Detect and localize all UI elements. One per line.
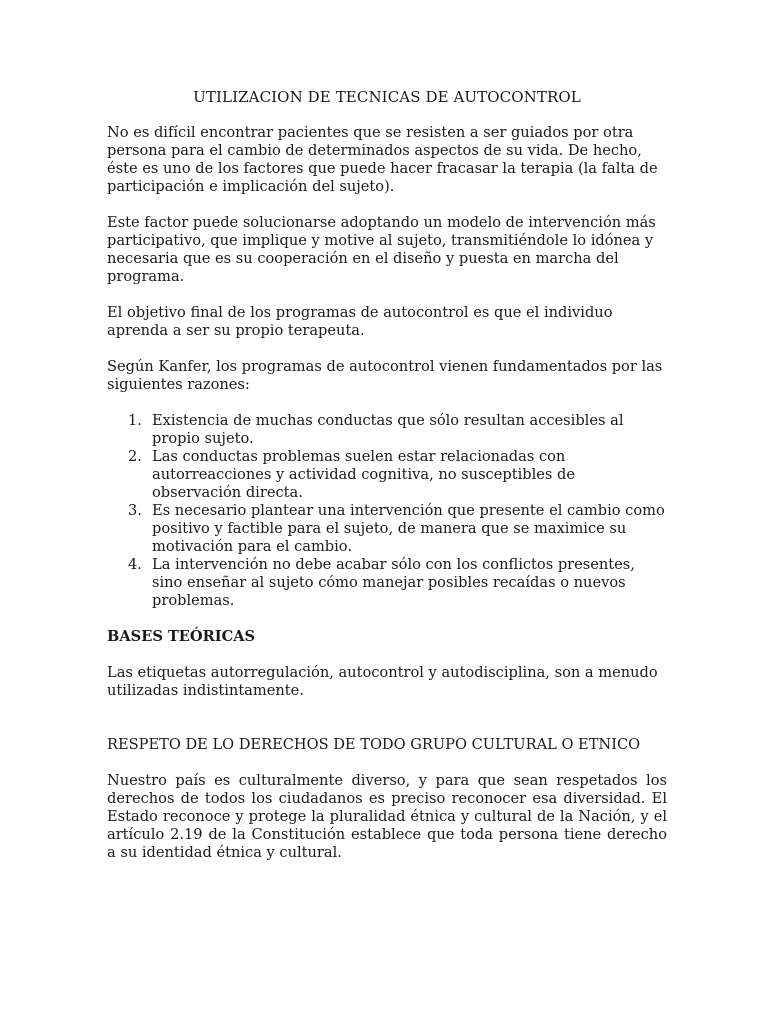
- list-item: [107, 448, 667, 502]
- bases-paragraph: Las etiquetas autorregulación, autocontrol y autodisciplina, son a menudo utilizadas indistintamente.: [107, 664, 658, 699]
- list-number: 1.: [128, 412, 142, 429]
- reasons-list: [107, 412, 667, 610]
- kanfer-paragraph: Según Kanfer, los programas de autocontrol vienen fundamentados por las siguientes razones:: [107, 358, 663, 393]
- list-number: 4.: [128, 556, 142, 573]
- intro-paragraph: No es difícil encontrar pacientes que se resisten a ser guiados por otra persona para el cambio de determinados aspectos de su vida. De hecho, éste es uno de los factores que puede hacer fracasar la terapia (la falta de participación e implicación del sujeto).: [107, 124, 658, 195]
- document-page: [107, 88, 667, 862]
- list-item: [107, 412, 667, 448]
- list-item: [107, 556, 667, 610]
- list-item-text: Es necesario plantear una intervención que presente el cambio como positivo y factible para el sujeto, de manera que se maximice su motivación para el cambio.: [152, 502, 665, 555]
- list-number: 2.: [128, 448, 142, 465]
- list-number: 3.: [128, 502, 142, 519]
- bases-heading: BASES TEÓRICAS: [107, 628, 256, 645]
- list-item-text: Las conductas problemas suelen estar relacionadas con autorreacciones y actividad cognitiva, no susceptibles de observación directa.: [152, 448, 575, 501]
- solution-paragraph: Este factor puede solucionarse adoptando un modelo de intervención más participativo, que implique y motive al sujeto, transmitiéndole lo idónea y necesaria que es su cooperación en el diseño y puesta en marcha del programa.: [107, 214, 656, 285]
- list-item-text: Existencia de muchas conductas que sólo resultan accesibles al propio sujeto.: [152, 412, 624, 447]
- list-item-text: La intervención no debe acabar sólo con los conflictos presentes, sino enseñar al sujeto cómo manejar posibles recaídas o nuevos problemas.: [152, 556, 635, 609]
- respeto-paragraph: Nuestro país es culturalmente diverso, y para que sean respetados los derechos de todos los ciudadanos es preciso reconocer esa diversidad. El Estado reconoce y protege la pluralidad étnica y cultural de la Nación, y el artículo 2.19 de la Constitución establece que toda persona tiene derecho a su identidad étnica y cultural.: [107, 772, 667, 861]
- objective-paragraph: El objetivo final de los programas de autocontrol es que el individuo aprenda a ser su propio terapeuta.: [107, 304, 613, 339]
- respeto-heading: RESPETO DE LO DERECHOS DE TODO GRUPO CULTURAL O ETNICO: [107, 736, 641, 753]
- document-title: UTILIZACION DE TECNICAS DE AUTOCONTROL: [193, 88, 581, 106]
- list-item: [107, 502, 667, 556]
